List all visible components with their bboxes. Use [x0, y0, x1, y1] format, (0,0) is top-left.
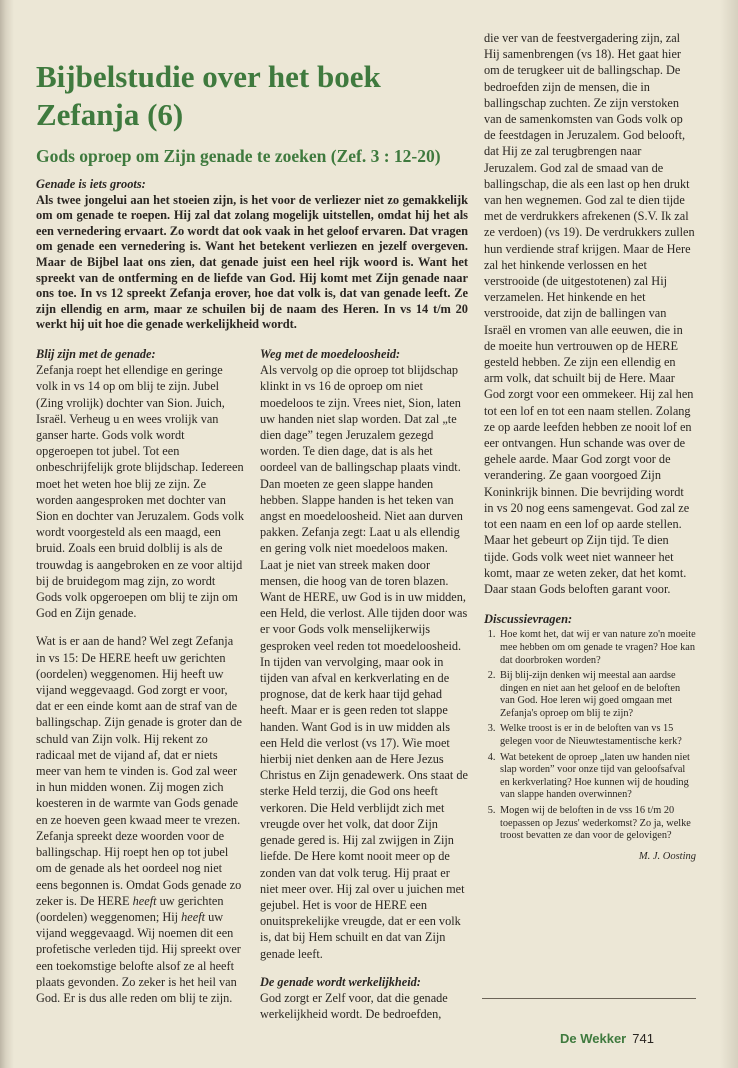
paragraph: God zorgt er Zelf voor, dat die genade werkelijkheid wordt. De bedroefden,: [260, 990, 448, 1022]
list-item: 2. Bij blij-zijn denken wij meestal aan aardse dingen en niet aan het geloof en de beloften van God. Hoe leren wij goed omgaan met Zefanja's oproep om blij te zijn?: [498, 670, 696, 720]
list-item: 5. Mogen wij de beloften in de vss 16 t/m 20 toepassen op Jezus' wederkomst? Zo ja, welke troost bevatten ze dan voor de gelovigen?: [498, 805, 696, 843]
paragraph: Zefanja roept het ellendige en geringe volk in vs 14 op om blij te zijn. Jubel (Zing vrolijk) dochter van Sion. Juich, Israël. Verheug u en wees vrolijk van ganser harte. Gods volk wordt opgeroepen tot jubel. Tot een onbeschrijfelijk grote blijdschap. Iedereen moet het weten hoe blij ze zijn. Ze worden aangesproken met dochter van Sion en dochter van Jeruzalem. Gods volk wordt voorgesteld als een maagd, een bruid. Zoals een bruid dolblij is als de trouwdag is aangebroken en ze voor altijd bij de bruidegom mag zijn, zo wordt Gods volk opgeroepen om blij te zijn om God en Zijn genade.: [36, 363, 244, 621]
page-footer: [560, 1031, 700, 1046]
list-item: 4. Wat betekent de oproep „laten uw handen niet slap worden” voor onze tijd van geloofsafval en kerkverlating? Hoe kunnen wij de houding van slappe handen overwinnen?: [498, 752, 696, 802]
intro-text: Als twee jongelui aan het stoeien zijn, is het voor de verliezer niet zo gemakkelijk om om genade te roepen. Hij zal dat zolang mogelijk uitstellen, omdat hij het als een vernedering ervaart. Zo wordt dat ook vaak in het geloof ervaren. Dat vragen om genade een vernedering is. Want het betekent verliezen en jezelf overgeven. Maar de Bijbel laat ons zien, dat genade juist een heel rijk woord is. Want het spreekt van de ontferming en de liefde van God. Hij komt met Zijn genade naar ons toe. In vs 12 spreekt Zefanja erover, hoe dat volk is, dat van genade leeft. Ze zijn ellendig en arm, maar ze schuilen bij de naam des Heren. In vs 14 t/m 20 werkt hij uit hoe die genade werkelijkheid wordt.: [36, 192, 468, 332]
author-name: M. J. Oosting: [638, 850, 696, 862]
article-subtitle: Gods oproep om Zijn genade te zoeken (Zef. 3 : 12-20): [36, 146, 441, 166]
column-3: [484, 30, 696, 865]
list-item: 3. Welke troost is er in de beloften van vs 15 gelegen voor de Nieuwtestamentische kerk?: [498, 723, 696, 748]
column-2: [260, 346, 470, 1034]
intro-heading: Genade is iets groots:: [36, 177, 146, 191]
paragraph: Wat is er aan de hand? Wel zegt Zefanja in vs 15: De HERE heeft uw gerichten (oordelen) weggenomen. Hij heeft uw vijand weggevaagd. God zorgt er voor, dat er een einde komt aan de straf van de ballingschap. Zijn genade is groter dan de schuld van Zijn volk. Hij rekent zo radicaal met de vijand af, dat er niets meer van hem te vinden is. God zal weer in hun midden wonen. Zij mogen zich koesteren in de warmte van Gods genade en ze hoeven geen kwaad meer te vrezen. Zefanja spreekt deze woorden voor de ballingschap. Hij roept hen op tot jubel om de genade als het oordeel nog niet eens begonnen is. Omdat Gods genade zo zeker is. De HERE heeft uw gerichten (oordelen) weggenomen; Hij heeft uw vijand weggevaagd. Wij noemen dit een profetische verleden tijd. Hij spreekt over een toekomstige belofte alsof ze al heeft plaats gevonden. Zo zeker is het heil van God. Er is dus alle reden om blij te zijn.: [36, 634, 242, 1005]
questions-list: [484, 629, 696, 843]
section-heading-werkelijkheid: De genade wordt werkelijkheid:: [260, 974, 421, 989]
section-heading-moedeloosheid: Weg met de moedeloosheid:: [260, 347, 401, 361]
page-number: 741: [632, 1031, 654, 1046]
section-heading-blij: Blij zijn met de genade:: [36, 347, 156, 361]
magazine-name: De Wekker: [560, 1031, 627, 1046]
paragraph: Als vervolg op die oproep tot blijdschap klinkt in vs 16 de oproep om niet moedeloos te zijn. Vrees niet, Sion, laten uw handen niet slap worden. Dat zal „te dien dage” tegen Jeruzalem gezegd worden. Te dien dage, dat is als het oordeel van de ballingschap plaats vindt. Dan moeten ze geen slappe handen hebben. Slappe handen is het teken van angst en moedeloosheid. Niet aan durven pakken. Zefanja zegt: Laat u als ellendig en gering volk niet moedeloos maken. Laat je niet van streek maken door mensen, die hoog van de toren blazen. Want de HERE, uw God is in uw midden, een Held, die verlost. Alle tijden door was er voor Gods volk menselijkerwijs gesproken veel reden tot moedeloosheid. In tijden van vervolging, maar ook in tijden van afval en kerkverlating en de prognose, dat de kerk haar tijd gehad heeft. Maar er is geen reden tot slappe handen. Want God is in uw midden als een Held die verlost (vs 17). Wie moet hierbij niet denken aan de Here Jezus Christus en Zijn genadewerk. Ons staat de sterke Held terzij, die God ons heeft verkoren. Die Held verblijdt zich met vreugde over het volk, dat door Zijn genade gered is. Hij zal zwijgen in Zijn liefde. De Here komt nooit meer op de zonden van dat volk terug. Hij praat er niet meer over. Hij zal over u juichen met gejubel. Het is voor de HERE een onuitsprekelijke vreugde, dat er een volk is, dat bij Hem schuilt en dat van Zijn genade leeft.: [260, 363, 468, 961]
questions-heading: Discussievragen:: [484, 612, 573, 627]
column-1: [36, 346, 244, 1018]
list-item: 1. Hoe komt het, dat wij er van nature zo'n moeite mee hebben om om genade te vragen? Hoe kan dat doorbroken worden?: [498, 629, 696, 667]
intro-block: [36, 177, 468, 333]
paragraph: die ver van de feestvergadering zijn, zal Hij samenbrengen (vs 18). Het gaat hier om de terugkeer uit de ballingschap. De bedroefden zijn de mensen, die in ballingschap zuchten. Ze zijn verstoken van de samenkomsten van Gods volk op de feestdagen in Jeruzalem. God belooft, dat Hij ze zal terugbrengen naar Jeruzalem. God zal de smaad van de ballingschap, die als een last op hen drukt van hen wegnemen. God zal te dien tijde met de verdrukkers afrekenen (S.V. Ik zal ze verdoen) (vs 19). De verdrukkers zullen hun verdiende straf krijgen. Maar de Here zal het hinkende verlossen en het verstrooide (de uitgestotenen) zal Hij verzamelen. Het hinkende en het verstrooide, dat zijn de ballingen van Israël en vromen van alle eeuwen, die in de moeite hun vertrouwen op de HERE gesteld hebben. Ze zijn een ellendig en arm volk, dat schuilt bij de Here. Maar God zorgt voor een ommekeer. Hij zal hen tot een lof en tot een naam stellen. Zolang ze op aarde leefden hebben ze nooit lof en eer ontvangen. Hun schande was over de gehele aarde. Maar God zorgt voor de verandering. Ze gaan voorgoed Zijn Koninkrijk binnen. Die bevrijding wordt in vs 20 nog eens samengevat. God zal ze tot een naam en een lof op aarde stellen. Maar het gebeurt op Zijn tijd. Te dien tijde. Gods volk weet niet wanneer het komt, maar ze weten zeker, dat het komt. Daar staan Gods beloften garant voor.: [484, 31, 695, 596]
footer-divider: [482, 998, 696, 999]
article-title: Bijbelstudie over het boek Zefanja (6): [36, 59, 381, 132]
